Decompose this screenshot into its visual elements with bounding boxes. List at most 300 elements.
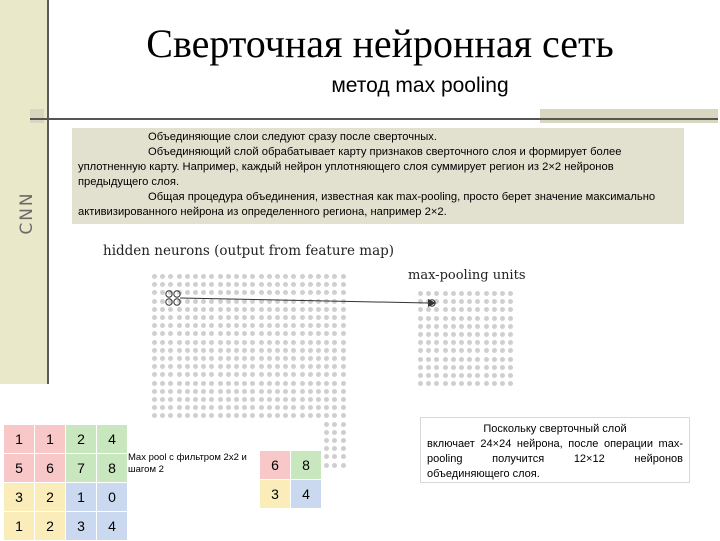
neuron-dot	[492, 381, 497, 386]
neuron-dot	[218, 405, 223, 410]
neuron-dot	[332, 315, 337, 320]
neuron-dot	[484, 340, 489, 345]
neuron-dot	[426, 340, 431, 345]
neuron-dot	[177, 274, 182, 279]
neuron-dot	[193, 381, 198, 386]
neuron-dot	[275, 323, 280, 328]
neuron-dot	[443, 332, 448, 337]
neuron-dot	[291, 315, 296, 320]
neuron-dot	[209, 405, 214, 410]
neuron-dot	[316, 389, 321, 394]
input-matrix-row	[4, 454, 128, 483]
neuron-dot	[193, 331, 198, 336]
neuron-dot	[316, 274, 321, 279]
neuron-dot	[291, 405, 296, 410]
neuron-dot	[177, 389, 182, 394]
neuron-dot	[185, 372, 190, 377]
neuron-dot	[242, 274, 247, 279]
neuron-dot	[201, 389, 206, 394]
neuron-dot	[443, 316, 448, 321]
input-matrix-cell: 7	[66, 454, 97, 483]
neuron-dot	[332, 413, 337, 418]
neuron-dot	[426, 324, 431, 329]
neuron-dot	[508, 348, 513, 353]
neuron-dot	[218, 381, 223, 386]
neuron-dot	[341, 397, 346, 402]
neuron-dot	[418, 381, 423, 386]
neuron-dot	[152, 364, 157, 369]
neuron-dot	[226, 331, 231, 336]
neuron-dot	[500, 340, 505, 345]
neuron-dot	[308, 364, 313, 369]
neuron-dot	[426, 373, 431, 378]
output-matrix-cell: 6	[260, 451, 291, 480]
neuron-dot	[291, 356, 296, 361]
neuron-dot	[152, 315, 157, 320]
neuron-dot	[341, 364, 346, 369]
neuron-dot	[168, 323, 173, 328]
neuron-dot	[324, 340, 329, 345]
neuron-dot	[177, 348, 182, 353]
neuron-dot	[467, 373, 472, 378]
neuron-dot	[459, 307, 464, 312]
input-matrix-cell: 6	[35, 454, 66, 483]
neuron-dot	[475, 365, 480, 370]
arrow-line	[180, 298, 428, 303]
neuron-dot	[500, 316, 505, 321]
neuron-dot	[152, 397, 157, 402]
neuron-dot	[443, 373, 448, 378]
neuron-dot	[291, 389, 296, 394]
input-matrix-cell: 1	[4, 512, 35, 541]
description-box	[72, 128, 684, 224]
neuron-dot	[492, 340, 497, 345]
neuron-dot	[324, 372, 329, 377]
neuron-dot	[168, 274, 173, 279]
neuron-dot	[475, 291, 480, 296]
neuron-dot	[226, 315, 231, 320]
neuron-dot	[332, 348, 337, 353]
neuron-dot	[218, 364, 223, 369]
neuron-dot	[467, 381, 472, 386]
neuron-dot	[283, 348, 288, 353]
neuron-dot	[242, 381, 247, 386]
neuron-dot	[193, 356, 198, 361]
neuron-dot	[475, 340, 480, 345]
neuron-dot	[341, 430, 346, 435]
neuron-dot	[218, 389, 223, 394]
neuron-dot	[459, 381, 464, 386]
neuron-dot	[508, 316, 513, 321]
neuron-dot	[484, 291, 489, 296]
neuron-dot	[250, 405, 255, 410]
input-matrix-cell: 8	[97, 454, 128, 483]
neuron-dot	[467, 291, 472, 296]
neuron-dot	[475, 373, 480, 378]
neuron-dot	[177, 381, 182, 386]
neuron-dot	[152, 356, 157, 361]
neuron-dot	[324, 356, 329, 361]
neuron-dot	[209, 372, 214, 377]
side-label: CNN	[17, 191, 37, 235]
neuron-dot	[300, 364, 305, 369]
neuron-dot	[418, 373, 423, 378]
neuron-dot	[218, 397, 223, 402]
region-neuron	[174, 299, 180, 305]
rule-accent-left	[30, 109, 44, 123]
neuron-dot	[250, 389, 255, 394]
neuron-dot	[324, 422, 329, 427]
neuron-dot	[234, 315, 239, 320]
neuron-dot	[475, 332, 480, 337]
neuron-dot	[300, 389, 305, 394]
neuron-dot	[160, 389, 165, 394]
neuron-dot	[259, 348, 264, 353]
neuron-dot	[332, 430, 337, 435]
neuron-dot	[443, 348, 448, 353]
neuron-dot	[201, 397, 206, 402]
neuron-dot	[201, 348, 206, 353]
neuron-dot	[275, 340, 280, 345]
neuron-dot	[283, 381, 288, 386]
neuron-dot	[267, 397, 272, 402]
neuron-dot	[484, 365, 489, 370]
neuron-dot	[267, 315, 272, 320]
neuron-dot	[492, 373, 497, 378]
note-box	[420, 417, 690, 483]
neuron-dot	[283, 356, 288, 361]
neuron-dot	[177, 372, 182, 377]
note-line-2: включает 24×24 нейрона, после операции max-pooling получится 12×12 нейронов объединяющего слоя.	[427, 438, 683, 480]
neuron-dot	[209, 389, 214, 394]
neuron-dot	[226, 323, 231, 328]
neuron-dot	[308, 356, 313, 361]
input-matrix-row	[4, 483, 128, 512]
neuron-dot	[177, 323, 182, 328]
neuron-dot	[152, 307, 157, 312]
neuron-dot	[341, 331, 346, 336]
neuron-dot	[201, 340, 206, 345]
neuron-dot	[226, 274, 231, 279]
neuron-dot	[341, 274, 346, 279]
neuron-dot	[418, 316, 423, 321]
neuron-dot	[177, 331, 182, 336]
neuron-dot	[267, 340, 272, 345]
neuron-dot	[316, 331, 321, 336]
neuron-dot	[209, 364, 214, 369]
neuron-dot	[168, 372, 173, 377]
neuron-dot	[275, 315, 280, 320]
neuron-dot	[177, 340, 182, 345]
neuron-dot	[226, 381, 231, 386]
neuron-dot	[201, 315, 206, 320]
neuron-dot	[160, 323, 165, 328]
neuron-dot	[300, 348, 305, 353]
neuron-dot	[332, 381, 337, 386]
neuron-dot	[152, 299, 157, 304]
neuron-dot	[177, 315, 182, 320]
neuron-dot	[152, 323, 157, 328]
neuron-dot	[250, 340, 255, 345]
neuron-dot	[324, 413, 329, 418]
neuron-dot	[475, 348, 480, 353]
neuron-dot	[201, 274, 206, 279]
neuron-dot	[242, 331, 247, 336]
neuron-dot	[324, 274, 329, 279]
neuron-dot	[492, 332, 497, 337]
neuron-dot	[185, 323, 190, 328]
neuron-dot	[467, 340, 472, 345]
neuron-dot	[234, 331, 239, 336]
neuron-dot	[160, 372, 165, 377]
neuron-dot	[300, 274, 305, 279]
neuron-dot	[324, 446, 329, 451]
neuron-dot	[324, 331, 329, 336]
neuron-dot	[160, 340, 165, 345]
neuron-dot	[459, 348, 464, 353]
neuron-dot	[152, 389, 157, 394]
slide-subtitle: метод max pooling	[331, 74, 509, 97]
neuron-dot	[185, 356, 190, 361]
neuron-dot	[459, 373, 464, 378]
neuron-dot	[275, 274, 280, 279]
neuron-dot	[275, 356, 280, 361]
neuron-dot	[160, 381, 165, 386]
neuron-dot	[275, 372, 280, 377]
neuron-dot	[418, 348, 423, 353]
neuron-dot	[484, 381, 489, 386]
neuron-dot	[267, 331, 272, 336]
neuron-dot	[160, 348, 165, 353]
neuron-dot	[508, 373, 513, 378]
neuron-dot	[242, 364, 247, 369]
neuron-dot	[308, 274, 313, 279]
neuron-dot	[193, 323, 198, 328]
neuron-dot	[500, 332, 505, 337]
neuron-dot	[508, 381, 513, 386]
neuron-dot	[443, 324, 448, 329]
neuron-dot	[434, 348, 439, 353]
neuron-dot	[341, 381, 346, 386]
neuron-dot	[341, 323, 346, 328]
neuron-dot	[168, 331, 173, 336]
neuron-dot	[459, 332, 464, 337]
neuron-dot	[316, 356, 321, 361]
neuron-dot	[291, 364, 296, 369]
neuron-dot	[484, 316, 489, 321]
neuron-dot	[451, 307, 456, 312]
neuron-dot	[193, 274, 198, 279]
neuron-dot	[332, 274, 337, 279]
neuron-dot	[209, 331, 214, 336]
neuron-dot	[193, 315, 198, 320]
neuron-dot	[324, 389, 329, 394]
neuron-dot	[234, 340, 239, 345]
neuron-dot	[467, 332, 472, 337]
neuron-dot	[324, 405, 329, 410]
neuron-dot	[168, 348, 173, 353]
neuron-dot	[308, 389, 313, 394]
neuron-dot	[300, 405, 305, 410]
neuron-dot	[324, 323, 329, 328]
input-matrix	[3, 424, 128, 541]
neuron-dot	[316, 381, 321, 386]
neuron-dot	[193, 340, 198, 345]
neuron-dot	[193, 364, 198, 369]
neuron-dot	[250, 331, 255, 336]
neuron-dot	[185, 315, 190, 320]
neuron-dot	[209, 315, 214, 320]
neuron-dot	[185, 405, 190, 410]
neuron-dot	[201, 405, 206, 410]
input-matrix-cell: 1	[4, 425, 35, 454]
neuron-dot	[500, 348, 505, 353]
neuron-dot	[259, 372, 264, 377]
neuron-dot	[250, 348, 255, 353]
neuron-dot	[484, 348, 489, 353]
neuron-dot	[168, 397, 173, 402]
neuron-dot	[218, 323, 223, 328]
neuron-dot	[267, 348, 272, 353]
neuron-dot	[508, 365, 513, 370]
output-matrix	[259, 450, 322, 509]
neuron-dot	[283, 389, 288, 394]
neuron-dot	[160, 356, 165, 361]
neuron-dot	[492, 357, 497, 362]
neuron-dot	[152, 282, 157, 287]
neuron-dot	[316, 340, 321, 345]
neuron-dot	[332, 364, 337, 369]
neuron-dot	[426, 348, 431, 353]
neuron-dot	[308, 405, 313, 410]
neuron-dot	[500, 291, 505, 296]
neuron-dot	[451, 299, 456, 304]
neuron-dot	[267, 389, 272, 394]
input-matrix-cell: 1	[66, 483, 97, 512]
input-matrix-cell: 1	[35, 425, 66, 454]
text-line-3: Общая процедура объединения, известная как max-pooling, просто берет значение максимально активизированного нейрона из определенного региона, например 2×2.	[78, 191, 656, 218]
neuron-dot	[508, 307, 513, 312]
neuron-dot	[341, 422, 346, 427]
neuron-dot	[324, 454, 329, 459]
neuron-dot	[177, 397, 182, 402]
output-matrix-cell: 8	[291, 451, 322, 480]
neuron-dot	[242, 405, 247, 410]
neuron-dot	[434, 357, 439, 362]
neuron-dot	[300, 315, 305, 320]
neuron-dot	[475, 307, 480, 312]
neuron-dot	[283, 331, 288, 336]
neuron-dot	[291, 348, 296, 353]
neuron-dot	[185, 340, 190, 345]
neuron-dot	[434, 381, 439, 386]
neuron-dot	[209, 356, 214, 361]
neuron-dot	[500, 299, 505, 304]
neuron-dot	[475, 381, 480, 386]
neuron-dot	[193, 405, 198, 410]
neuron-dot	[308, 331, 313, 336]
neuron-dot	[308, 372, 313, 377]
neuron-dot	[459, 316, 464, 321]
neuron-dot	[218, 348, 223, 353]
region-neuron	[166, 299, 172, 305]
neuron-dot	[459, 357, 464, 362]
neuron-dot	[291, 397, 296, 402]
neuron-dot	[291, 340, 296, 345]
neuron-dot	[500, 381, 505, 386]
neuron-dot	[341, 315, 346, 320]
neuron-dot	[300, 323, 305, 328]
neuron-dot	[275, 331, 280, 336]
neuron-dot	[492, 365, 497, 370]
neuron-dot	[300, 331, 305, 336]
neuron-dot	[242, 340, 247, 345]
neuron-dot	[434, 365, 439, 370]
neuron-dot	[160, 315, 165, 320]
neuron-dot	[443, 381, 448, 386]
neuron-dot	[459, 340, 464, 345]
neuron-dot	[475, 357, 480, 362]
neuron-dot	[316, 405, 321, 410]
neuron-dot	[160, 364, 165, 369]
neuron-dot	[434, 332, 439, 337]
neuron-dot	[434, 340, 439, 345]
neuron-dot	[226, 348, 231, 353]
neuron-dot	[341, 340, 346, 345]
input-matrix-cell: 2	[35, 512, 66, 541]
neuron-dot	[332, 356, 337, 361]
neuron-dot	[283, 340, 288, 345]
neuron-dot	[508, 332, 513, 337]
neuron-dot	[434, 373, 439, 378]
neuron-dot	[341, 405, 346, 410]
neuron-dot	[300, 372, 305, 377]
neuron-dot	[242, 356, 247, 361]
neuron-dot	[308, 340, 313, 345]
neuron-dot	[508, 291, 513, 296]
neuron-dot	[451, 357, 456, 362]
neuron-dot	[332, 323, 337, 328]
neuron-dot	[185, 389, 190, 394]
neuron-dot	[209, 323, 214, 328]
neuron-dot	[152, 405, 157, 410]
neuron-dot	[300, 340, 305, 345]
neuron-dot	[308, 348, 313, 353]
neuron-dot	[283, 405, 288, 410]
neuron-dot	[324, 315, 329, 320]
neuron-dot	[324, 438, 329, 443]
neuron-dot	[332, 422, 337, 427]
neuron-dot	[218, 315, 223, 320]
neuron-dot	[324, 348, 329, 353]
neuron-dot	[160, 405, 165, 410]
neuron-dot	[234, 405, 239, 410]
neuron-dot	[484, 324, 489, 329]
neuron-dot	[492, 307, 497, 312]
neuron-dot	[259, 356, 264, 361]
output-matrix-row	[260, 451, 322, 480]
neuron-dot	[160, 274, 165, 279]
neuron-dot	[168, 340, 173, 345]
neuron-dot	[234, 348, 239, 353]
input-matrix-cell: 4	[97, 425, 128, 454]
neuron-dot	[341, 372, 346, 377]
neuron-dot	[434, 316, 439, 321]
neuron-dot	[316, 323, 321, 328]
neuron-dot	[308, 397, 313, 402]
neuron-dot	[500, 357, 505, 362]
neuron-dot	[259, 364, 264, 369]
